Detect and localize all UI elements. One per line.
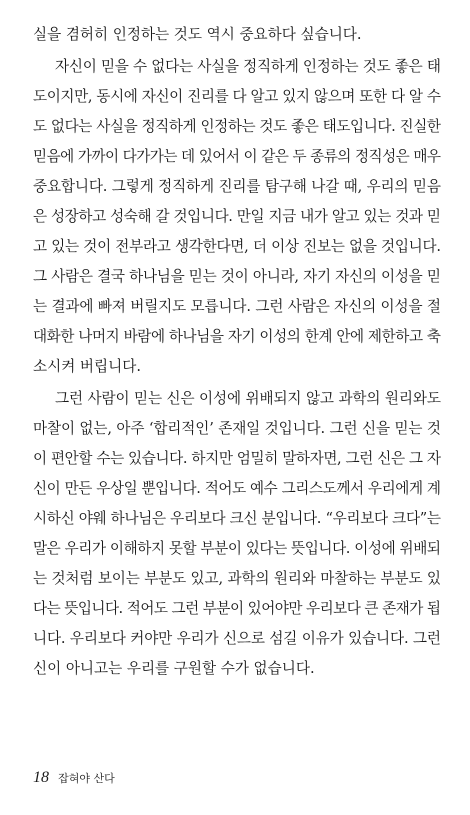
text-line: 중요합니다. 그렇게 정직하게 진리를 탐구해 나갈 때, 우리의 믿음 — [33, 178, 441, 195]
text-line: 마찰이 없는, 아주 ‘합리적인’ 존재일 것입니다. 그런 신을 믿는 것 — [33, 420, 441, 437]
text-line: 그런 사람이 믿는 신은 이성에 위배되지 않고 과학의 원리와도 — [55, 390, 441, 407]
text-line: 도이지만, 동시에 자신이 진리를 다 알고 있지 않으며 또한 다 알 수 — [33, 88, 441, 105]
text-line: 시하신 야웨 하나님은 우리보다 크신 분입니다. “우리보다 크다”는 — [33, 510, 441, 527]
text-line: 대화한 나머지 바람에 하나님을 자기 이성의 한계 안에 제한하고 축 — [33, 328, 441, 345]
text-line: 은 성장하고 성숙해 갈 것입니다. 만일 지금 내가 알고 있는 것과 믿 — [33, 208, 441, 225]
text-line: 소시켜 버립니다. — [33, 358, 141, 375]
page-footer — [33, 766, 115, 788]
text-line: 실을 겸허히 인정하는 것도 역시 중요하다 싶습니다. — [33, 26, 362, 43]
text-line: 는 결과에 빠져 버릴지도 모릅니다. 그런 사람은 자신의 이성을 절 — [33, 298, 441, 315]
text-line: 이 편안할 수는 있습니다. 하지만 엄밀히 말하자면, 그런 신은 그 자 — [33, 450, 441, 467]
text-line: 도 없다는 사실을 정직하게 인정하는 것도 좋은 태도입니다. 진실한 — [33, 118, 441, 135]
text-line: 신이 만든 우상일 뿐입니다. 적어도 예수 그리스도께서 우리에게 계 — [33, 480, 441, 497]
text-line: 신이 아니고는 우리를 구원할 수가 없습니다. — [33, 660, 315, 677]
running-title: 잡혀야 산다 — [58, 772, 115, 785]
text-line: 말은 우리가 이해하지 못할 부분이 있다는 뜻입니다. 이성에 위배되 — [33, 540, 441, 557]
page-body — [33, 20, 441, 710]
page-number: 18 — [33, 769, 49, 786]
text-line: 그 사람은 결국 하나님을 믿는 것이 아니라, 자기 자신의 이성을 믿 — [33, 268, 441, 285]
text-line: 자신이 믿을 수 없다는 사실을 정직하게 인정하는 것도 좋은 태 — [55, 58, 441, 75]
text-line: 고 있는 것이 전부라고 생각한다면, 더 이상 진보는 없을 것입니다. — [33, 238, 441, 255]
text-line: 믿음에 가까이 다가가는 데 있어서 이 같은 두 종류의 정직성은 매우 — [33, 148, 441, 165]
text-line: 니다. 우리보다 커야만 우리가 신으로 섬길 이유가 있습니다. 그런 — [33, 630, 441, 647]
text-line: 다는 뜻입니다. 적어도 그런 부분이 있어야만 우리보다 큰 존재가 됩 — [33, 600, 441, 617]
text-line: 는 것처럼 보이는 부분도 있고, 과학의 원리와 마찰하는 부분도 있 — [33, 570, 441, 587]
